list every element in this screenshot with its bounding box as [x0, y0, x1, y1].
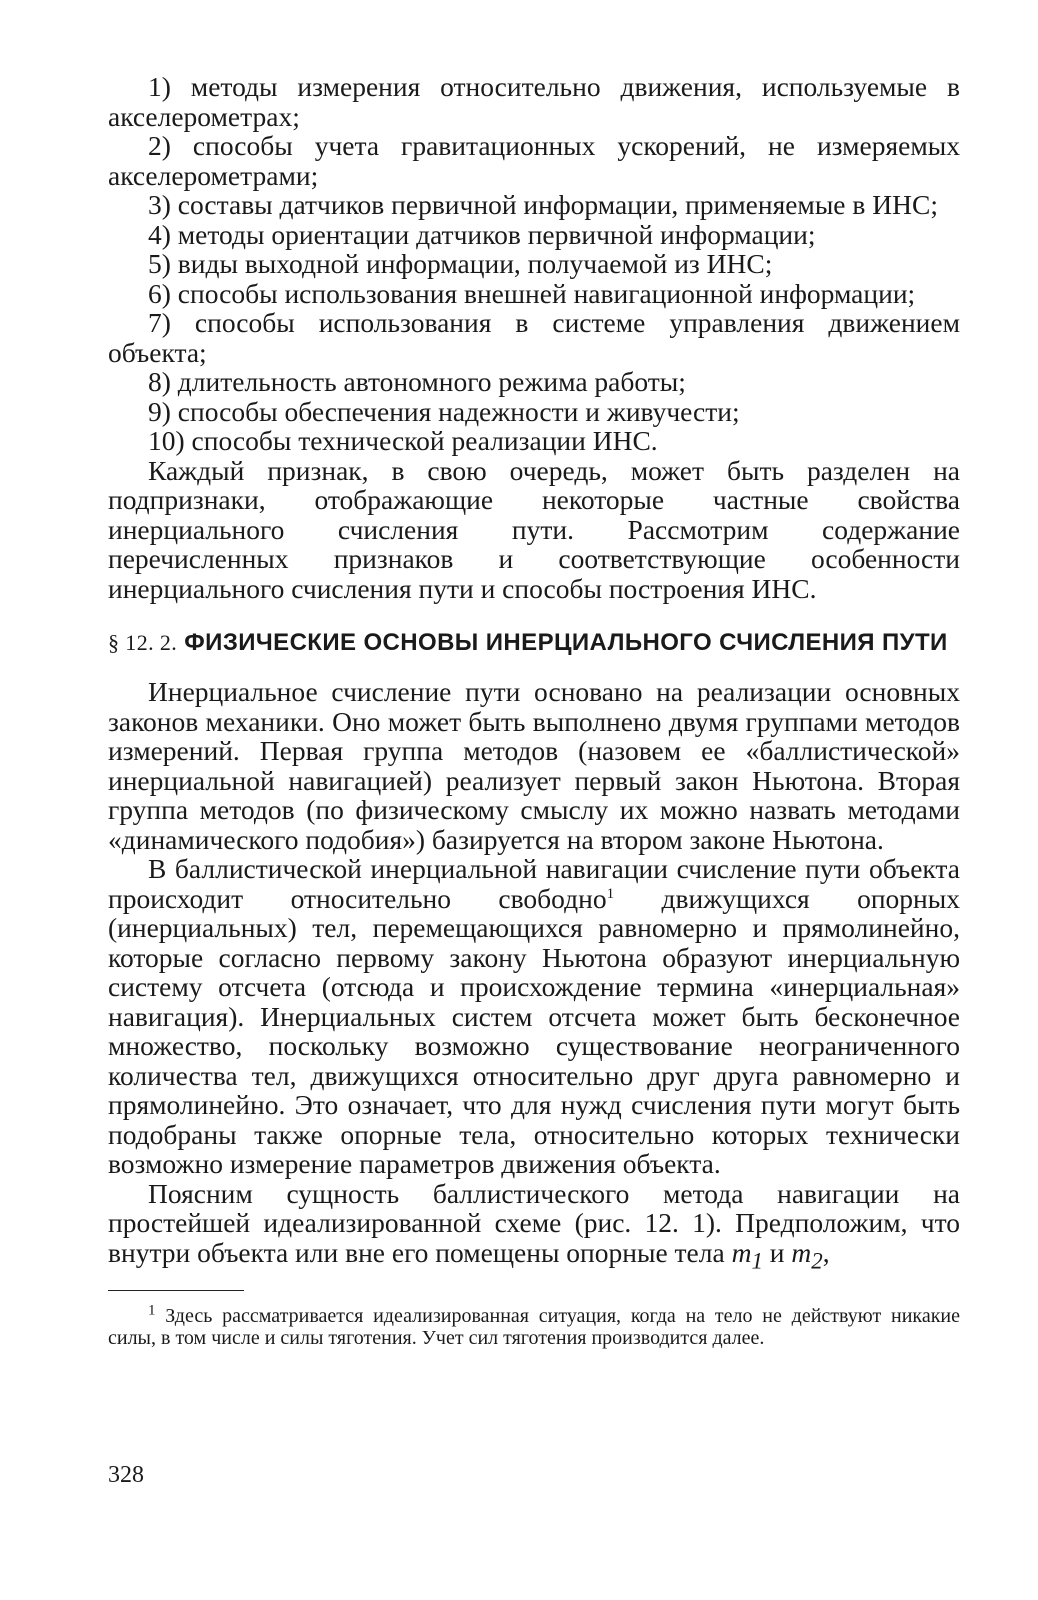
footnote-reference: 1 — [606, 885, 615, 902]
paragraph-text: движущихся опорных (инерциальных) тел, перемещающихся равномерно и прямолинейно, которые согласно первому закону Ньютона образуют инерциальную систему отсчета (отсюда и происхождение термина «инерциальная» навигация). Инерциальных систем отсчета может быть бесконечное множество, поскольку возможно существование неограниченного количества тел, движущихся относительно друг друга равномерно и прямолинейно. Это означает, что для нужд счисления пути могут быть подобраны также опорные тела, относительно которых технически возможно измерение параметров движения объекта. — [108, 882, 961, 1179]
paragraph-text: Поясним сущность баллистического метода навигации на простейшей идеализированной схеме (рис. 12. 1). Предположим, что внутри объекта или вне его помещены опорные тела — [108, 1177, 960, 1268]
list-item: 7) способы использования в системе управления движением объекта; — [108, 307, 960, 368]
paragraph-text: В баллистической инерциальной навигации счисление пути объекта происходит относительно свободно — [108, 853, 960, 914]
math-subscript: 2 — [811, 1248, 823, 1273]
paragraph — [108, 854, 960, 1179]
list-item: 9) способы обеспечения надежности и живучести; — [148, 395, 740, 427]
list-item: 5) виды выходной информации, получаемой из ИНС; — [148, 248, 773, 279]
paragraph-text: , — [822, 1236, 830, 1268]
list-item: 10) способы технической реализации ИНС. — [148, 425, 658, 456]
list-item: 3) составы датчиков первичной информации, применяемые в ИНС; — [148, 189, 938, 220]
math-m2 — [791, 1236, 823, 1273]
footnote-text: Здесь рассматривается идеализированная ситуация, когда на тело не действуют никакие силы, в том числе и силы тяготения. Учет сил тяготения производится далее. — [108, 1304, 960, 1349]
math-symbol: m — [791, 1236, 812, 1268]
math-subscript: 1 — [751, 1248, 763, 1273]
math-m1 — [731, 1236, 763, 1273]
list-item: 4) методы ориентации датчиков первичной информации; — [148, 218, 816, 250]
list-item: 8) длительность автономного режима работы; — [148, 366, 686, 397]
footnote — [108, 1301, 960, 1349]
page-number: 328 — [108, 1462, 144, 1488]
list-item: 2) способы учета гравитационных ускорений, не измеряемых акселерометрами; — [108, 130, 960, 191]
section-title: ФИЗИЧЕСКИЕ ОСНОВЫ ИНЕРЦИАЛЬНОГО СЧИСЛЕНИЯ ПУТИ — [184, 629, 948, 656]
list-item: 1) методы измерения относительно движения, используемые в акселерометрах; — [108, 71, 960, 132]
footnote-divider — [108, 1290, 244, 1291]
math-symbol: m — [731, 1236, 752, 1268]
page-content — [108, 72, 960, 1349]
paragraph: Инерциальное счисление пути основано на реализации основных законов механики. Оно может быть выполнено двумя группами методов измерений. Первая группа методов (назовем ее «баллистической» инерциальной навигацией) реализует первый закон Ньютона. Вторая группа методов (по физическому смыслу их можно назвать методами «динамического подобия») базируется на втором законе Ньютона. — [108, 676, 960, 855]
footnote-mark: 1 — [148, 1301, 156, 1318]
classification-list — [108, 72, 960, 456]
paragraph-text: и — [762, 1236, 792, 1268]
section-heading — [108, 629, 960, 657]
intro-paragraph: Каждый признак, в свою очередь, может быть разделен на подпризнаки, отображающие некоторые частные свойства инерциального счисления пути. Рассмотрим содержание перечисленных признаков и соответствующие особенности инерциального счисления пути и способы построения ИНС. — [108, 454, 960, 604]
section-number: § 12. 2. — [108, 630, 178, 655]
list-item: 6) способы использования внешней навигационной информации; — [148, 277, 916, 309]
paragraph — [108, 1179, 960, 1276]
